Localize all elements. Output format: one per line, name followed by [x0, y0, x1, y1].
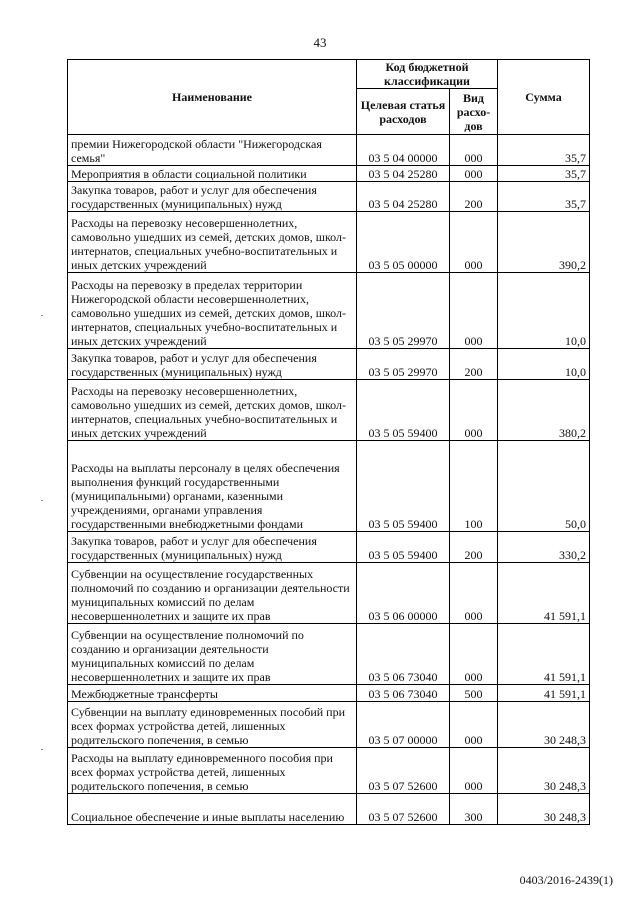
margin-mark: [41, 749, 43, 750]
row-code: 03 5 07 52600: [357, 794, 450, 825]
row-name: Мероприятия в области социальной политики: [68, 166, 357, 182]
page-number: 43: [313, 35, 327, 50]
row-name: Расходы на перевозку несовершеннолетних, самовольно ушедших из семей, детских домов, школ-интернатов, специальных учебно-воспитательных и иных детских учреждений: [68, 212, 357, 273]
row-type: 000: [450, 166, 498, 182]
row-sum: 30 248,3: [498, 702, 590, 748]
row-name: Расходы на выплаты персоналу в целях обеспечения выполнения функций государственными (муниципальными) органами, казенными учреждениями, органами управления государственными внебюджетными фондами: [68, 441, 357, 532]
row-type: 000: [450, 748, 498, 794]
document-code: 0403/2016-2439(1): [519, 873, 613, 887]
row-sum: 41 591,1: [498, 563, 590, 624]
row-name: Расходы на перевозку несовершеннолетних, самовольно ушедших из семей, детских домов, школ-интернатов, специальных учебно-воспитательных и иных детских учреждений: [68, 380, 357, 441]
row-code: 03 5 05 59400: [357, 441, 450, 532]
row-sum: 10,0: [498, 273, 590, 349]
row-code: 03 5 05 59400: [357, 380, 450, 441]
row-name: Социальное обеспечение и иные выплаты населению: [68, 794, 357, 825]
row-sum: 50,0: [498, 441, 590, 532]
table-row: [68, 748, 590, 794]
row-type: 100: [450, 441, 498, 532]
row-name: Закупка товаров, работ и услуг для обеспечения государственных (муниципальных) нужд: [68, 349, 357, 380]
header-sum: Сумма: [498, 60, 590, 135]
row-name: Субвенции на осуществление государственных полномочий по созданию и организации деятельности муниципальных комиссий по делам несовершеннолетних и защите их прав: [68, 563, 357, 624]
row-type: 000: [450, 135, 498, 166]
row-code: 03 5 05 29970: [357, 349, 450, 380]
row-type: 500: [450, 685, 498, 702]
row-name: Закупка товаров, работ и услуг для обеспечения государственных (муниципальных) нужд: [68, 532, 357, 563]
row-sum: 390,2: [498, 212, 590, 273]
row-type: 300: [450, 794, 498, 825]
row-sum: 35,7: [498, 166, 590, 182]
table-row: [68, 166, 590, 182]
table-row: [68, 273, 590, 349]
row-code: 03 5 04 25280: [357, 182, 450, 212]
row-code: 03 5 04 00000: [357, 135, 450, 166]
row-sum: 30 248,3: [498, 794, 590, 825]
row-name: Субвенции на осуществление полномочий по созданию и организации деятельности муниципальных комиссий по делам несовершеннолетних и защите их прав: [68, 624, 357, 685]
row-code: 03 5 04 25280: [357, 166, 450, 182]
margin-mark: [41, 315, 43, 316]
row-sum: 380,2: [498, 380, 590, 441]
row-type: 000: [450, 624, 498, 685]
table-row: [68, 380, 590, 441]
table-row: [68, 349, 590, 380]
row-code: 03 5 05 00000: [357, 212, 450, 273]
row-code: 03 5 07 52600: [357, 748, 450, 794]
row-name: Расходы на перевозку в пределах территории Нижегородской области несовершеннолетних, самовольно ушедших из семей, детских домов, школ-интернатов, специальных учебно-воспитательных и иных детских учреждений: [68, 273, 357, 349]
row-sum: 41 591,1: [498, 685, 590, 702]
row-type: 000: [450, 212, 498, 273]
row-name: Расходы на выплату единовременного пособия при всех формах устройства детей, лишенных родительского попечения, в семью: [68, 748, 357, 794]
row-code: 03 5 06 00000: [357, 563, 450, 624]
row-code: 03 5 06 73040: [357, 624, 450, 685]
row-name: Межбюджетные трансферты: [68, 685, 357, 702]
row-name: Закупка товаров, работ и услуг для обеспечения государственных (муниципальных) нужд: [68, 182, 357, 212]
header-budget-code: Код бюджетной классификации: [357, 60, 498, 89]
row-name: Субвенции на выплату единовременных пособий при всех формах устройства детей, лишенных родительского попечения, в семью: [68, 702, 357, 748]
margin-mark: [41, 500, 43, 501]
row-sum: 10,0: [498, 349, 590, 380]
table-row: [68, 563, 590, 624]
budget-table: [67, 59, 590, 825]
row-sum: 35,7: [498, 135, 590, 166]
row-type: 200: [450, 532, 498, 563]
row-type: 000: [450, 380, 498, 441]
header-expense-type: Вид расхо-дов: [450, 89, 498, 135]
header-name: Наименование: [68, 60, 357, 135]
row-type: 000: [450, 273, 498, 349]
table-row: [68, 702, 590, 748]
row-sum: 35,7: [498, 182, 590, 212]
row-sum: 330,2: [498, 532, 590, 563]
row-code: 03 5 05 59400: [357, 532, 450, 563]
row-name: премии Нижегородской области "Нижегородская семья": [68, 135, 357, 166]
row-type: 200: [450, 349, 498, 380]
table-row: [68, 441, 590, 532]
row-sum: 41 591,1: [498, 624, 590, 685]
header-target-article: Целевая статья расходов: [357, 89, 450, 135]
table-row: [68, 182, 590, 212]
table-row: [68, 624, 590, 685]
table-row: [68, 532, 590, 563]
row-code: 03 5 07 00000: [357, 702, 450, 748]
row-type: 200: [450, 182, 498, 212]
table-row: [68, 212, 590, 273]
table-row: [68, 685, 590, 702]
row-type: 000: [450, 563, 498, 624]
row-type: 000: [450, 702, 498, 748]
row-sum: 30 248,3: [498, 748, 590, 794]
table-row: [68, 135, 590, 166]
row-code: 03 5 05 29970: [357, 273, 450, 349]
row-code: 03 5 06 73040: [357, 685, 450, 702]
table-row: [68, 794, 590, 825]
